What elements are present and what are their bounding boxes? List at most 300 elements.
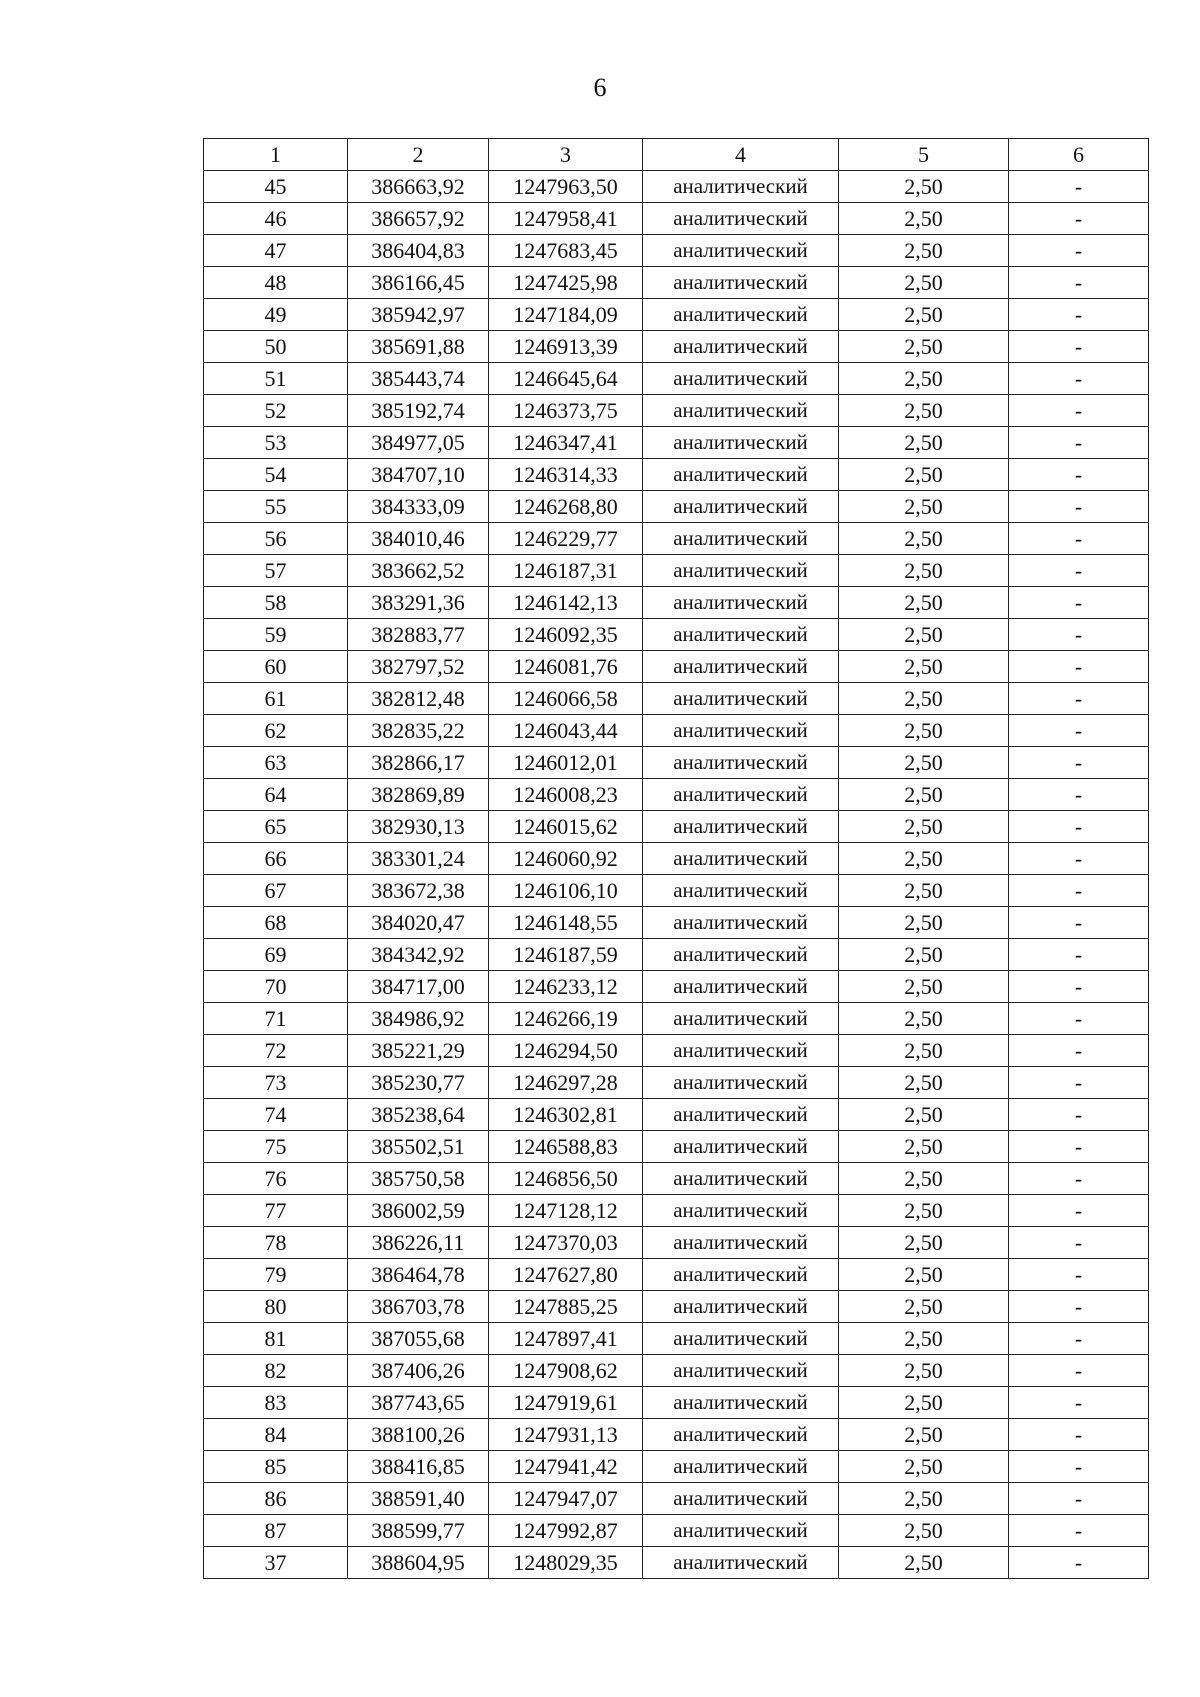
note-cell: - — [1009, 299, 1149, 331]
point-number-cell: 53 — [204, 427, 348, 459]
method-cell: аналитический — [643, 363, 839, 395]
x-coordinate-cell: 382866,17 — [348, 747, 489, 779]
note-cell: - — [1009, 523, 1149, 555]
y-coordinate-cell: 1246302,81 — [489, 1099, 643, 1131]
note-cell: - — [1009, 875, 1149, 907]
note-cell: - — [1009, 331, 1149, 363]
note-cell: - — [1009, 1419, 1149, 1451]
coordinates-table — [203, 138, 1149, 1579]
y-coordinate-cell: 1247897,41 — [489, 1323, 643, 1355]
table-row — [204, 363, 1149, 395]
table-row — [204, 203, 1149, 235]
note-cell: - — [1009, 171, 1149, 203]
accuracy-cell: 2,50 — [839, 1451, 1009, 1483]
x-coordinate-cell: 384010,46 — [348, 523, 489, 555]
y-coordinate-cell: 1247963,50 — [489, 171, 643, 203]
point-number-cell: 72 — [204, 1035, 348, 1067]
point-number-cell: 51 — [204, 363, 348, 395]
x-coordinate-cell: 383672,38 — [348, 875, 489, 907]
point-number-cell: 47 — [204, 235, 348, 267]
table-row — [204, 1387, 1149, 1419]
x-coordinate-cell: 384977,05 — [348, 427, 489, 459]
method-cell: аналитический — [643, 1035, 839, 1067]
accuracy-cell: 2,50 — [839, 523, 1009, 555]
method-cell: аналитический — [643, 971, 839, 1003]
note-cell: - — [1009, 1515, 1149, 1547]
note-cell: - — [1009, 1483, 1149, 1515]
y-coordinate-cell: 1246373,75 — [489, 395, 643, 427]
table-row — [204, 1163, 1149, 1195]
table-row — [204, 523, 1149, 555]
accuracy-cell: 2,50 — [839, 363, 1009, 395]
note-cell: - — [1009, 971, 1149, 1003]
note-cell: - — [1009, 1099, 1149, 1131]
point-number-cell: 55 — [204, 491, 348, 523]
accuracy-cell: 2,50 — [839, 267, 1009, 299]
accuracy-cell: 2,50 — [839, 427, 1009, 459]
note-cell: - — [1009, 651, 1149, 683]
accuracy-cell: 2,50 — [839, 907, 1009, 939]
x-coordinate-cell: 388599,77 — [348, 1515, 489, 1547]
point-number-cell: 80 — [204, 1291, 348, 1323]
x-coordinate-cell: 385221,29 — [348, 1035, 489, 1067]
accuracy-cell: 2,50 — [839, 971, 1009, 1003]
table-row — [204, 1067, 1149, 1099]
note-cell: - — [1009, 1003, 1149, 1035]
note-cell: - — [1009, 427, 1149, 459]
accuracy-cell: 2,50 — [839, 299, 1009, 331]
method-cell: аналитический — [643, 619, 839, 651]
method-cell: аналитический — [643, 907, 839, 939]
x-coordinate-cell: 384717,00 — [348, 971, 489, 1003]
note-cell: - — [1009, 267, 1149, 299]
method-cell: аналитический — [643, 1483, 839, 1515]
point-number-cell: 87 — [204, 1515, 348, 1547]
column-header: 1 — [204, 139, 348, 171]
y-coordinate-cell: 1246008,23 — [489, 779, 643, 811]
x-coordinate-cell: 384333,09 — [348, 491, 489, 523]
x-coordinate-cell: 384707,10 — [348, 459, 489, 491]
point-number-cell: 61 — [204, 683, 348, 715]
note-cell: - — [1009, 1163, 1149, 1195]
point-number-cell: 64 — [204, 779, 348, 811]
point-number-cell: 49 — [204, 299, 348, 331]
table-row — [204, 1419, 1149, 1451]
method-cell: аналитический — [643, 715, 839, 747]
method-cell: аналитический — [643, 1355, 839, 1387]
table-row — [204, 1291, 1149, 1323]
method-cell: аналитический — [643, 1003, 839, 1035]
table-row — [204, 779, 1149, 811]
note-cell: - — [1009, 619, 1149, 651]
point-number-cell: 66 — [204, 843, 348, 875]
point-number-cell: 78 — [204, 1227, 348, 1259]
x-coordinate-cell: 386226,11 — [348, 1227, 489, 1259]
x-coordinate-cell: 386002,59 — [348, 1195, 489, 1227]
y-coordinate-cell: 1246913,39 — [489, 331, 643, 363]
note-cell: - — [1009, 1259, 1149, 1291]
point-number-cell: 71 — [204, 1003, 348, 1035]
method-cell: аналитический — [643, 1547, 839, 1579]
accuracy-cell: 2,50 — [839, 843, 1009, 875]
accuracy-cell: 2,50 — [839, 1003, 1009, 1035]
accuracy-cell: 2,50 — [839, 1035, 1009, 1067]
note-cell: - — [1009, 1195, 1149, 1227]
table-row — [204, 459, 1149, 491]
accuracy-cell: 2,50 — [839, 683, 1009, 715]
method-cell: аналитический — [643, 1259, 839, 1291]
y-coordinate-cell: 1246645,64 — [489, 363, 643, 395]
y-coordinate-cell: 1246060,92 — [489, 843, 643, 875]
y-coordinate-cell: 1246268,80 — [489, 491, 643, 523]
column-header: 6 — [1009, 139, 1149, 171]
accuracy-cell: 2,50 — [839, 1131, 1009, 1163]
point-number-cell: 59 — [204, 619, 348, 651]
y-coordinate-cell: 1246856,50 — [489, 1163, 643, 1195]
y-coordinate-cell: 1246314,33 — [489, 459, 643, 491]
method-cell: аналитический — [643, 395, 839, 427]
accuracy-cell: 2,50 — [839, 875, 1009, 907]
y-coordinate-cell: 1246106,10 — [489, 875, 643, 907]
table-row — [204, 875, 1149, 907]
point-number-cell: 85 — [204, 1451, 348, 1483]
method-cell: аналитический — [643, 555, 839, 587]
accuracy-cell: 2,50 — [839, 811, 1009, 843]
table-row — [204, 1483, 1149, 1515]
x-coordinate-cell: 386703,78 — [348, 1291, 489, 1323]
point-number-cell: 57 — [204, 555, 348, 587]
table-row — [204, 843, 1149, 875]
note-cell: - — [1009, 683, 1149, 715]
accuracy-cell: 2,50 — [839, 1099, 1009, 1131]
point-number-cell: 73 — [204, 1067, 348, 1099]
y-coordinate-cell: 1247128,12 — [489, 1195, 643, 1227]
y-coordinate-cell: 1247958,41 — [489, 203, 643, 235]
point-number-cell: 79 — [204, 1259, 348, 1291]
x-coordinate-cell: 382797,52 — [348, 651, 489, 683]
page-number: 6 — [593, 73, 607, 102]
y-coordinate-cell: 1247908,62 — [489, 1355, 643, 1387]
column-header: 5 — [839, 139, 1009, 171]
point-number-cell: 48 — [204, 267, 348, 299]
x-coordinate-cell: 382883,77 — [348, 619, 489, 651]
note-cell: - — [1009, 811, 1149, 843]
x-coordinate-cell: 385750,58 — [348, 1163, 489, 1195]
note-cell: - — [1009, 907, 1149, 939]
point-number-cell: 86 — [204, 1483, 348, 1515]
table-row — [204, 811, 1149, 843]
method-cell: аналитический — [643, 1195, 839, 1227]
method-cell: аналитический — [643, 1291, 839, 1323]
method-cell: аналитический — [643, 491, 839, 523]
note-cell: - — [1009, 715, 1149, 747]
y-coordinate-cell: 1247885,25 — [489, 1291, 643, 1323]
y-coordinate-cell: 1247931,13 — [489, 1419, 643, 1451]
table-row — [204, 1323, 1149, 1355]
table-header-row — [204, 139, 1149, 171]
method-cell: аналитический — [643, 875, 839, 907]
table-row — [204, 395, 1149, 427]
point-number-cell: 69 — [204, 939, 348, 971]
table-row — [204, 427, 1149, 459]
method-cell: аналитический — [643, 299, 839, 331]
point-number-cell: 45 — [204, 171, 348, 203]
point-number-cell: 67 — [204, 875, 348, 907]
point-number-cell: 60 — [204, 651, 348, 683]
y-coordinate-cell: 1247425,98 — [489, 267, 643, 299]
method-cell: аналитический — [643, 171, 839, 203]
table-row — [204, 1003, 1149, 1035]
note-cell: - — [1009, 1547, 1149, 1579]
x-coordinate-cell: 385691,88 — [348, 331, 489, 363]
y-coordinate-cell: 1247941,42 — [489, 1451, 643, 1483]
note-cell: - — [1009, 1355, 1149, 1387]
table-row — [204, 907, 1149, 939]
note-cell: - — [1009, 1035, 1149, 1067]
method-cell: аналитический — [643, 1419, 839, 1451]
note-cell: - — [1009, 235, 1149, 267]
accuracy-cell: 2,50 — [839, 651, 1009, 683]
y-coordinate-cell: 1247683,45 — [489, 235, 643, 267]
method-cell: аналитический — [643, 683, 839, 715]
accuracy-cell: 2,50 — [839, 619, 1009, 651]
x-coordinate-cell: 386464,78 — [348, 1259, 489, 1291]
note-cell: - — [1009, 1227, 1149, 1259]
method-cell: аналитический — [643, 939, 839, 971]
accuracy-cell: 2,50 — [839, 779, 1009, 811]
table-row — [204, 747, 1149, 779]
method-cell: аналитический — [643, 427, 839, 459]
accuracy-cell: 2,50 — [839, 1483, 1009, 1515]
point-number-cell: 63 — [204, 747, 348, 779]
point-number-cell: 54 — [204, 459, 348, 491]
method-cell: аналитический — [643, 203, 839, 235]
x-coordinate-cell: 385443,74 — [348, 363, 489, 395]
note-cell: - — [1009, 555, 1149, 587]
accuracy-cell: 2,50 — [839, 1067, 1009, 1099]
point-number-cell: 83 — [204, 1387, 348, 1419]
accuracy-cell: 2,50 — [839, 235, 1009, 267]
point-number-cell: 62 — [204, 715, 348, 747]
accuracy-cell: 2,50 — [839, 1323, 1009, 1355]
method-cell: аналитический — [643, 523, 839, 555]
y-coordinate-cell: 1246588,83 — [489, 1131, 643, 1163]
x-coordinate-cell: 382869,89 — [348, 779, 489, 811]
table-row — [204, 587, 1149, 619]
point-number-cell: 82 — [204, 1355, 348, 1387]
column-header: 2 — [348, 139, 489, 171]
table-row — [204, 683, 1149, 715]
accuracy-cell: 2,50 — [839, 1163, 1009, 1195]
accuracy-cell: 2,50 — [839, 1547, 1009, 1579]
method-cell: аналитический — [643, 331, 839, 363]
note-cell: - — [1009, 1291, 1149, 1323]
method-cell: аналитический — [643, 1323, 839, 1355]
x-coordinate-cell: 383291,36 — [348, 587, 489, 619]
x-coordinate-cell: 385942,97 — [348, 299, 489, 331]
accuracy-cell: 2,50 — [839, 1291, 1009, 1323]
y-coordinate-cell: 1247370,03 — [489, 1227, 643, 1259]
method-cell: аналитический — [643, 1099, 839, 1131]
x-coordinate-cell: 388591,40 — [348, 1483, 489, 1515]
y-coordinate-cell: 1246015,62 — [489, 811, 643, 843]
y-coordinate-cell: 1246266,19 — [489, 1003, 643, 1035]
method-cell: аналитический — [643, 1131, 839, 1163]
note-cell: - — [1009, 779, 1149, 811]
note-cell: - — [1009, 747, 1149, 779]
note-cell: - — [1009, 1323, 1149, 1355]
note-cell: - — [1009, 363, 1149, 395]
accuracy-cell: 2,50 — [839, 1195, 1009, 1227]
method-cell: аналитический — [643, 779, 839, 811]
x-coordinate-cell: 385230,77 — [348, 1067, 489, 1099]
x-coordinate-cell: 384986,92 — [348, 1003, 489, 1035]
y-coordinate-cell: 1246066,58 — [489, 683, 643, 715]
x-coordinate-cell: 388604,95 — [348, 1547, 489, 1579]
accuracy-cell: 2,50 — [839, 203, 1009, 235]
y-coordinate-cell: 1246092,35 — [489, 619, 643, 651]
note-cell: - — [1009, 587, 1149, 619]
method-cell: аналитический — [643, 1451, 839, 1483]
accuracy-cell: 2,50 — [839, 1387, 1009, 1419]
y-coordinate-cell: 1247627,80 — [489, 1259, 643, 1291]
table-row — [204, 971, 1149, 1003]
table-row — [204, 1355, 1149, 1387]
x-coordinate-cell: 385502,51 — [348, 1131, 489, 1163]
table-row — [204, 299, 1149, 331]
point-number-cell: 75 — [204, 1131, 348, 1163]
method-cell: аналитический — [643, 811, 839, 843]
table-row — [204, 1195, 1149, 1227]
y-coordinate-cell: 1246229,77 — [489, 523, 643, 555]
y-coordinate-cell: 1246297,28 — [489, 1067, 643, 1099]
x-coordinate-cell: 387743,65 — [348, 1387, 489, 1419]
x-coordinate-cell: 387055,68 — [348, 1323, 489, 1355]
y-coordinate-cell: 1248029,35 — [489, 1547, 643, 1579]
y-coordinate-cell: 1247184,09 — [489, 299, 643, 331]
accuracy-cell: 2,50 — [839, 171, 1009, 203]
x-coordinate-cell: 386663,92 — [348, 171, 489, 203]
x-coordinate-cell: 386404,83 — [348, 235, 489, 267]
point-number-cell: 81 — [204, 1323, 348, 1355]
column-header: 3 — [489, 139, 643, 171]
point-number-cell: 56 — [204, 523, 348, 555]
x-coordinate-cell: 382930,13 — [348, 811, 489, 843]
method-cell: аналитический — [643, 747, 839, 779]
table-row — [204, 555, 1149, 587]
note-cell: - — [1009, 459, 1149, 491]
point-number-cell: 37 — [204, 1547, 348, 1579]
table-row — [204, 1451, 1149, 1483]
y-coordinate-cell: 1246148,55 — [489, 907, 643, 939]
y-coordinate-cell: 1246081,76 — [489, 651, 643, 683]
x-coordinate-cell: 387406,26 — [348, 1355, 489, 1387]
method-cell: аналитический — [643, 1515, 839, 1547]
table-row — [204, 235, 1149, 267]
table-row — [204, 491, 1149, 523]
table-row — [204, 267, 1149, 299]
accuracy-cell: 2,50 — [839, 331, 1009, 363]
point-number-cell: 74 — [204, 1099, 348, 1131]
table-row — [204, 1131, 1149, 1163]
point-number-cell: 52 — [204, 395, 348, 427]
x-coordinate-cell: 388100,26 — [348, 1419, 489, 1451]
accuracy-cell: 2,50 — [839, 459, 1009, 491]
x-coordinate-cell: 383662,52 — [348, 555, 489, 587]
point-number-cell: 76 — [204, 1163, 348, 1195]
accuracy-cell: 2,50 — [839, 1515, 1009, 1547]
note-cell: - — [1009, 939, 1149, 971]
note-cell: - — [1009, 395, 1149, 427]
y-coordinate-cell: 1246233,12 — [489, 971, 643, 1003]
accuracy-cell: 2,50 — [839, 1355, 1009, 1387]
y-coordinate-cell: 1247992,87 — [489, 1515, 643, 1547]
table-row — [204, 651, 1149, 683]
y-coordinate-cell: 1247947,07 — [489, 1483, 643, 1515]
table-row — [204, 1547, 1149, 1579]
column-header: 4 — [643, 139, 839, 171]
point-number-cell: 65 — [204, 811, 348, 843]
note-cell: - — [1009, 1131, 1149, 1163]
point-number-cell: 70 — [204, 971, 348, 1003]
point-number-cell: 46 — [204, 203, 348, 235]
method-cell: аналитический — [643, 235, 839, 267]
table-row — [204, 1259, 1149, 1291]
note-cell: - — [1009, 1451, 1149, 1483]
method-cell: аналитический — [643, 1163, 839, 1195]
x-coordinate-cell: 385238,64 — [348, 1099, 489, 1131]
table-row — [204, 715, 1149, 747]
y-coordinate-cell: 1246187,59 — [489, 939, 643, 971]
method-cell: аналитический — [643, 1067, 839, 1099]
point-number-cell: 77 — [204, 1195, 348, 1227]
accuracy-cell: 2,50 — [839, 587, 1009, 619]
x-coordinate-cell: 382812,48 — [348, 683, 489, 715]
method-cell: аналитический — [643, 267, 839, 299]
accuracy-cell: 2,50 — [839, 491, 1009, 523]
table-row — [204, 331, 1149, 363]
accuracy-cell: 2,50 — [839, 1259, 1009, 1291]
note-cell: - — [1009, 491, 1149, 523]
method-cell: аналитический — [643, 459, 839, 491]
accuracy-cell: 2,50 — [839, 1227, 1009, 1259]
x-coordinate-cell: 388416,85 — [348, 1451, 489, 1483]
accuracy-cell: 2,50 — [839, 555, 1009, 587]
y-coordinate-cell: 1246043,44 — [489, 715, 643, 747]
table-row — [204, 619, 1149, 651]
x-coordinate-cell: 384020,47 — [348, 907, 489, 939]
table-row — [204, 171, 1149, 203]
note-cell: - — [1009, 843, 1149, 875]
method-cell: аналитический — [643, 843, 839, 875]
y-coordinate-cell: 1246294,50 — [489, 1035, 643, 1067]
accuracy-cell: 2,50 — [839, 715, 1009, 747]
table-row — [204, 939, 1149, 971]
y-coordinate-cell: 1246142,13 — [489, 587, 643, 619]
table-row — [204, 1035, 1149, 1067]
y-coordinate-cell: 1246187,31 — [489, 555, 643, 587]
table-row — [204, 1099, 1149, 1131]
x-coordinate-cell: 382835,22 — [348, 715, 489, 747]
note-cell: - — [1009, 1067, 1149, 1099]
method-cell: аналитический — [643, 587, 839, 619]
y-coordinate-cell: 1247919,61 — [489, 1387, 643, 1419]
method-cell: аналитический — [643, 1227, 839, 1259]
y-coordinate-cell: 1246012,01 — [489, 747, 643, 779]
accuracy-cell: 2,50 — [839, 395, 1009, 427]
note-cell: - — [1009, 1387, 1149, 1419]
point-number-cell: 50 — [204, 331, 348, 363]
